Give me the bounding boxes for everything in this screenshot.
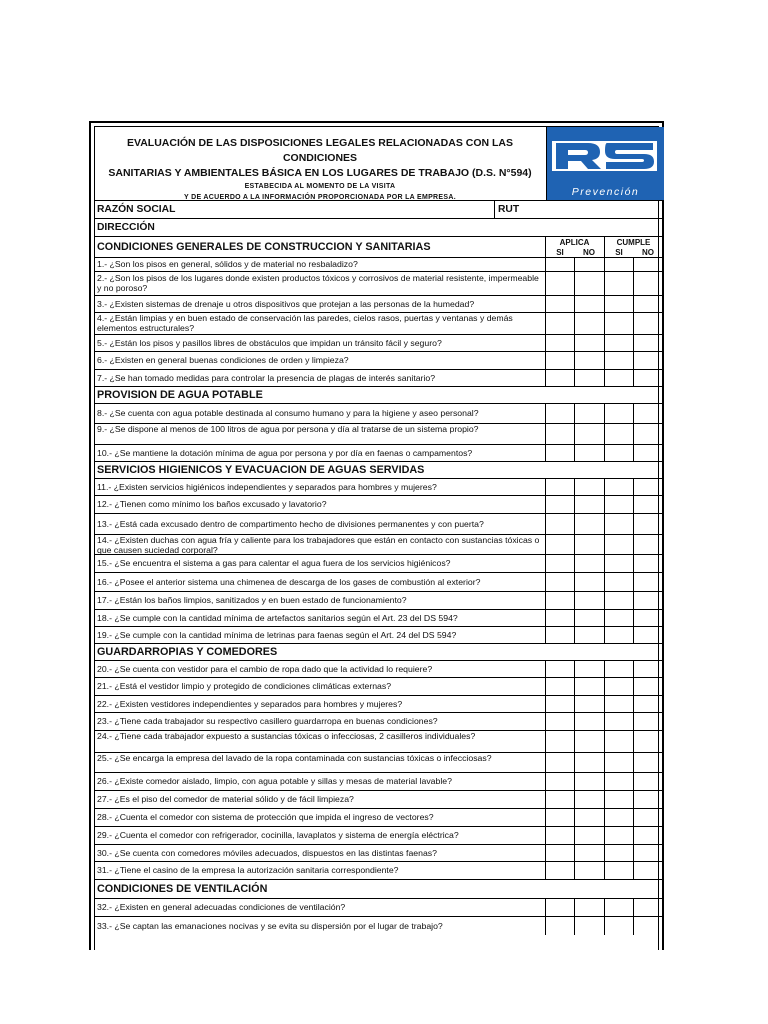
section-header-row bbox=[95, 236, 663, 257]
aplica-no-checkbox[interactable] bbox=[574, 713, 605, 730]
cumple-si-checkbox[interactable] bbox=[604, 731, 634, 752]
question-row bbox=[95, 312, 663, 334]
cumple-no-checkbox[interactable] bbox=[633, 272, 664, 295]
question-row bbox=[95, 626, 663, 643]
question-row bbox=[95, 513, 663, 534]
cumple-si-checkbox[interactable] bbox=[604, 592, 634, 609]
cumple-si-checkbox[interactable] bbox=[604, 713, 634, 730]
question-row bbox=[95, 478, 663, 495]
no-header: NO bbox=[642, 248, 654, 257]
aplica-no-checkbox[interactable] bbox=[574, 753, 605, 772]
question-text: 18.- ¿Se cumple con la cantidad mínima de artefactos sanitarios según el Art. 23 del DS 594? bbox=[97, 613, 458, 623]
aplica-si-checkbox[interactable] bbox=[545, 678, 575, 695]
question-row bbox=[95, 609, 663, 626]
aplica-no-checkbox[interactable] bbox=[574, 678, 605, 695]
subtitle-2: Y DE ACUERDO A LA INFORMACIÓN PROPORCIONADA POR LA EMPRESA. bbox=[184, 194, 456, 201]
aplica-si-checkbox[interactable] bbox=[545, 627, 575, 643]
aplica-si-checkbox[interactable] bbox=[545, 791, 575, 808]
question-row bbox=[95, 554, 663, 572]
cumple-si-checkbox[interactable] bbox=[604, 573, 634, 591]
cumple-si-checkbox[interactable] bbox=[604, 917, 634, 935]
question-text: 16.- ¿Posee el anterior sistema una chimenea de descarga de los gases de combustión al exterior? bbox=[97, 577, 481, 587]
question-text: 12.- ¿Tienen como mínimo los baños excusado y lavatorio? bbox=[97, 499, 327, 509]
section-title: CONDICIONES GENERALES DE CONSTRUCCION Y SANITARIAS bbox=[97, 241, 431, 253]
question-text: 3.- ¿Existen sistemas de drenaje u otros dispositivos que protejan a las personas de la humedad? bbox=[97, 299, 475, 309]
aplica-no-checkbox[interactable] bbox=[574, 845, 605, 861]
aplica-no-checkbox[interactable] bbox=[574, 899, 605, 916]
rs-logo-letters bbox=[552, 141, 657, 171]
aplica-no-checkbox[interactable] bbox=[574, 627, 605, 643]
cumple-no-checkbox[interactable] bbox=[633, 917, 664, 935]
cumple-no-checkbox[interactable] bbox=[633, 731, 664, 752]
title-line-1: EVALUACIÓN DE LAS DISPOSICIONES LEGALES RELACIONADAS CON LAS CONDICIONES bbox=[126, 137, 513, 164]
cumple-no-checkbox[interactable] bbox=[633, 610, 664, 626]
cumple-si-checkbox[interactable] bbox=[604, 404, 634, 423]
aplica-no-checkbox[interactable] bbox=[574, 809, 605, 826]
title-line-2: SANITARIAS Y AMBIENTALES BÁSICA EN LOS LUGARES DE TRABAJO (D.S. N°594) bbox=[108, 167, 532, 179]
question-row bbox=[95, 844, 663, 861]
question-text: 28.- ¿Cuenta el comedor con sistema de protección que impida el ingreso de vectores? bbox=[97, 812, 434, 822]
aplica-si-checkbox[interactable] bbox=[545, 753, 575, 772]
aplica-no-checkbox[interactable] bbox=[574, 296, 605, 312]
cumple-si-checkbox[interactable] bbox=[604, 678, 634, 695]
cumple-no-checkbox[interactable] bbox=[633, 713, 664, 730]
cumple-no-checkbox[interactable] bbox=[633, 627, 664, 643]
aplica-si-checkbox[interactable] bbox=[545, 424, 575, 444]
question-text: 5.- ¿Están los pisos y pasillos libres de obstáculos que impidan un tránsito fácil y seguro? bbox=[97, 338, 442, 348]
aplica-no-checkbox[interactable] bbox=[574, 731, 605, 752]
cumple-no-checkbox[interactable] bbox=[633, 335, 664, 351]
aplica-no-checkbox[interactable] bbox=[574, 445, 605, 461]
aplica-no-checkbox[interactable] bbox=[574, 496, 605, 513]
aplica-no-checkbox[interactable] bbox=[574, 514, 605, 534]
question-row bbox=[95, 495, 663, 513]
aplica-si-checkbox[interactable] bbox=[545, 535, 575, 554]
cumple-si-checkbox[interactable] bbox=[604, 352, 634, 369]
cumple-si-checkbox[interactable] bbox=[604, 696, 634, 712]
question-row bbox=[95, 423, 663, 444]
aplica-si-checkbox[interactable] bbox=[545, 404, 575, 423]
question-row bbox=[95, 591, 663, 609]
razon-social-row bbox=[95, 200, 663, 218]
aplica-no-checkbox[interactable] bbox=[574, 696, 605, 712]
question-row bbox=[95, 572, 663, 591]
cumple-no-checkbox[interactable] bbox=[633, 592, 664, 609]
question-row bbox=[95, 752, 663, 772]
question-text: 8.- ¿Se cuenta con agua potable destinada al consumo humano y para la higiene y aseo personal? bbox=[97, 408, 479, 418]
question-row bbox=[95, 826, 663, 844]
question-text: 32.- ¿Existen en general adecuadas condiciones de ventilación? bbox=[97, 902, 346, 912]
question-row bbox=[95, 369, 663, 386]
direccion-field[interactable] bbox=[185, 219, 660, 237]
question-text: 29.- ¿Cuenta el comedor con refrigerador, cocinilla, lavaplatos y sistema de energía eléctrica? bbox=[97, 830, 459, 840]
aplica-si-checkbox[interactable] bbox=[545, 809, 575, 826]
aplica-si-checkbox[interactable] bbox=[545, 696, 575, 712]
cumple-no-checkbox[interactable] bbox=[633, 445, 664, 461]
cumple-si-checkbox[interactable] bbox=[604, 335, 634, 351]
aplica-si-checkbox[interactable] bbox=[545, 661, 575, 677]
aplica-no-checkbox[interactable] bbox=[574, 610, 605, 626]
question-text: 22.- ¿Existen vestidores independientes y separados para hombres y mujeres? bbox=[97, 699, 403, 709]
aplica-header: APLICA bbox=[559, 238, 590, 247]
cumple-si-checkbox[interactable] bbox=[604, 313, 634, 334]
rs-prevencion-logo bbox=[546, 127, 664, 200]
aplica-no-checkbox[interactable] bbox=[574, 592, 605, 609]
aplica-no-checkbox[interactable] bbox=[574, 335, 605, 351]
cumple-no-checkbox[interactable] bbox=[633, 352, 664, 369]
cumple-no-checkbox[interactable] bbox=[633, 404, 664, 423]
question-text: 30.- ¿Se cuenta con comedores móviles adecuados, dispuestos en las distintas faenas? bbox=[97, 848, 437, 858]
question-row bbox=[95, 257, 663, 271]
cumple-si-checkbox[interactable] bbox=[604, 445, 634, 461]
aplica-no-checkbox[interactable] bbox=[574, 404, 605, 423]
question-row bbox=[95, 772, 663, 790]
aplica-si-checkbox[interactable] bbox=[545, 445, 575, 461]
question-row bbox=[95, 660, 663, 677]
cumple-no-checkbox[interactable] bbox=[633, 555, 664, 572]
cumple-si-checkbox[interactable] bbox=[604, 610, 634, 626]
question-text: 19.- ¿Se cumple con la cantidad mínima de letrinas para faenas según el Art. 24 del DS 594? bbox=[97, 630, 457, 640]
aplica-si-checkbox[interactable] bbox=[545, 496, 575, 513]
question-text: 17.- ¿Están los baños limpios, sanitizados y en buen estado de funcionamiento? bbox=[97, 595, 407, 605]
question-row bbox=[95, 790, 663, 808]
aplica-si-checkbox[interactable] bbox=[545, 352, 575, 369]
cumple-si-checkbox[interactable] bbox=[604, 258, 634, 271]
aplica-si-checkbox[interactable] bbox=[545, 313, 575, 334]
cumple-si-checkbox[interactable] bbox=[604, 827, 634, 844]
cumple-no-checkbox[interactable] bbox=[633, 258, 664, 271]
cumple-no-checkbox[interactable] bbox=[633, 370, 664, 386]
question-text: 23.- ¿Tiene cada trabajador su respectivo casillero guardarropa en buenas condiciones? bbox=[97, 716, 438, 726]
form-title bbox=[95, 136, 545, 181]
aplica-no-checkbox[interactable] bbox=[574, 773, 605, 790]
form-inner-frame bbox=[94, 126, 659, 950]
cumple-no-checkbox[interactable] bbox=[633, 573, 664, 591]
question-row bbox=[95, 808, 663, 826]
no-header: NO bbox=[583, 248, 595, 257]
question-text: 26.- ¿Existe comedor aislado, limpio, con agua potable y sillas y mesas de material lavable? bbox=[97, 776, 452, 786]
si-header: SI bbox=[615, 248, 623, 257]
aplica-si-checkbox[interactable] bbox=[545, 514, 575, 534]
aplica-si-checkbox[interactable] bbox=[545, 610, 575, 626]
aplica-no-checkbox[interactable] bbox=[574, 370, 605, 386]
question-row bbox=[95, 730, 663, 752]
cumple-no-checkbox[interactable] bbox=[633, 479, 664, 495]
question-text: 31.- ¿Tiene el casino de la empresa la autorización sanitaria correspondiente? bbox=[97, 865, 399, 875]
question-row bbox=[95, 295, 663, 312]
cumple-no-checkbox[interactable] bbox=[633, 424, 664, 444]
cumple-si-checkbox[interactable] bbox=[604, 627, 634, 643]
cumple-header: CUMPLE bbox=[616, 238, 651, 247]
cumple-no-checkbox[interactable] bbox=[633, 313, 664, 334]
aplica-si-checkbox[interactable] bbox=[545, 862, 575, 879]
cumple-no-checkbox[interactable] bbox=[633, 899, 664, 916]
question-text: 15.- ¿Se encuentra el sistema a gas para calentar el agua fuera de los servicios higiénicos? bbox=[97, 558, 451, 568]
question-text: 14.- ¿Existen duchas con agua fría y caliente para los trabajadores que están en contacto con sustancias tóxicas o que causen suciedad corporal? bbox=[97, 535, 540, 555]
cumple-no-checkbox[interactable] bbox=[633, 661, 664, 677]
section-title: GUARDARROPIAS Y COMEDORES bbox=[97, 646, 278, 658]
direccion-label: DIRECCIÓN bbox=[97, 222, 155, 233]
subtitle-1: ESTABECIDA AL MOMENTO DE LA VISITA bbox=[244, 183, 396, 190]
cumple-si-checkbox[interactable] bbox=[604, 424, 634, 444]
logo-prevencion-text: Prevención bbox=[571, 186, 640, 198]
question-text: 20.- ¿Se cuenta con vestidor para el cambio de ropa dado que la actividad lo requiere? bbox=[97, 664, 433, 674]
question-text: 1.- ¿Son los pisos en general, sólidos y de material no resbaladizo? bbox=[97, 259, 358, 269]
cumple-si-checkbox[interactable] bbox=[604, 773, 634, 790]
cumple-no-checkbox[interactable] bbox=[633, 753, 664, 772]
cumple-no-checkbox[interactable] bbox=[633, 773, 664, 790]
cumple-si-checkbox[interactable] bbox=[604, 862, 634, 879]
cumple-si-checkbox[interactable] bbox=[604, 272, 634, 295]
question-text: 7.- ¿Se han tomado medidas para controlar la presencia de plagas de interés sanitario? bbox=[97, 373, 436, 383]
aplica-si-checkbox[interactable] bbox=[545, 335, 575, 351]
aplica-si-checkbox[interactable] bbox=[545, 573, 575, 591]
cumple-si-checkbox[interactable] bbox=[604, 479, 634, 495]
aplica-no-checkbox[interactable] bbox=[574, 272, 605, 295]
aplica-no-checkbox[interactable] bbox=[574, 424, 605, 444]
cumple-si-checkbox[interactable] bbox=[604, 496, 634, 513]
cumple-si-checkbox[interactable] bbox=[604, 791, 634, 808]
question-row bbox=[95, 271, 663, 295]
question-text: 4.- ¿Están limpias y en buen estado de conservación las paredes, cielos rasos, puertas y ventanas y demás elementos estructurales? bbox=[97, 313, 513, 333]
cumple-si-checkbox[interactable] bbox=[604, 845, 634, 861]
cumple-si-checkbox[interactable] bbox=[604, 514, 634, 534]
aplica-no-checkbox[interactable] bbox=[574, 479, 605, 495]
aplica-si-checkbox[interactable] bbox=[545, 899, 575, 916]
question-text: 2.- ¿Son los pisos de los lugares donde existen productos tóxicos y corrosivos de material resistente, impermeable y no poroso? bbox=[97, 273, 539, 293]
aplica-no-checkbox[interactable] bbox=[574, 661, 605, 677]
aplica-si-checkbox[interactable] bbox=[545, 370, 575, 386]
section-header-row bbox=[95, 461, 663, 478]
si-header: SI bbox=[556, 248, 564, 257]
section-header-row bbox=[95, 643, 663, 660]
cumple-si-checkbox[interactable] bbox=[604, 809, 634, 826]
aplica-si-checkbox[interactable] bbox=[545, 713, 575, 730]
question-text: 24.- ¿Tiene cada trabajador expuesto a sustancias tóxicas o infecciosas, 2 casilleros individuales? bbox=[97, 731, 476, 741]
rut-field[interactable] bbox=[525, 201, 660, 219]
question-row bbox=[95, 403, 663, 423]
aplica-no-checkbox[interactable] bbox=[574, 313, 605, 334]
aplica-si-checkbox[interactable] bbox=[545, 479, 575, 495]
question-row bbox=[95, 444, 663, 461]
cumple-no-checkbox[interactable] bbox=[633, 862, 664, 879]
question-row bbox=[95, 677, 663, 695]
cumple-si-checkbox[interactable] bbox=[604, 296, 634, 312]
question-text: 25.- ¿Se encarga la empresa del lavado de la ropa contaminada con sustancias tóxicas o infecciosas? bbox=[97, 753, 492, 763]
aplica-no-checkbox[interactable] bbox=[574, 535, 605, 554]
question-row bbox=[95, 351, 663, 369]
question-text: 11.- ¿Existen servicios higiénicos independientes y separados para hombres y mujeres? bbox=[97, 482, 437, 492]
section-title: PROVISION DE AGUA POTABLE bbox=[97, 389, 263, 401]
cumple-si-checkbox[interactable] bbox=[604, 661, 634, 677]
aplica-si-checkbox[interactable] bbox=[545, 592, 575, 609]
question-text: 9.- ¿Se dispone al menos de 100 litros de agua por persona y día al tratarse de un sistema propio? bbox=[97, 424, 479, 434]
cumple-si-checkbox[interactable] bbox=[604, 753, 634, 772]
aplica-si-checkbox[interactable] bbox=[545, 917, 575, 935]
section-title: CONDICIONES DE VENTILACIÓN bbox=[97, 883, 268, 895]
question-text: 10.- ¿Se mantiene la dotación mínima de agua por persona y por día en faenas o campamentos? bbox=[97, 448, 473, 458]
question-row bbox=[95, 695, 663, 712]
aplica-si-checkbox[interactable] bbox=[545, 827, 575, 844]
question-row bbox=[95, 534, 663, 554]
question-text: 27.- ¿Es el piso del comedor de material sólido y de fácil limpieza? bbox=[97, 794, 354, 804]
cumple-si-checkbox[interactable] bbox=[604, 370, 634, 386]
section-title: SERVICIOS HIGIENICOS Y EVACUACION DE AGUAS SERVIDAS bbox=[97, 464, 425, 476]
question-text: 33.- ¿Se captan las emanaciones nocivas y se evita su dispersión por el lugar de trabajo? bbox=[97, 921, 443, 931]
aplica-no-checkbox[interactable] bbox=[574, 862, 605, 879]
question-row bbox=[95, 861, 663, 879]
aplica-si-checkbox[interactable] bbox=[545, 258, 575, 271]
question-text: 21.- ¿Está el vestidor limpio y protegido de condiciones climáticas externas? bbox=[97, 681, 392, 691]
form-sheet bbox=[89, 121, 664, 950]
cumple-no-checkbox[interactable] bbox=[633, 678, 664, 695]
cumple-si-checkbox[interactable] bbox=[604, 899, 634, 916]
question-row bbox=[95, 712, 663, 730]
aplica-no-checkbox[interactable] bbox=[574, 352, 605, 369]
question-text: 13.- ¿Está cada excusado dentro de compartimento hecho de divisiones permanentes y con puerta? bbox=[97, 519, 484, 529]
razon-social-label: RAZÓN SOCIAL bbox=[97, 204, 176, 215]
aplica-si-checkbox[interactable] bbox=[545, 731, 575, 752]
cumple-si-checkbox[interactable] bbox=[604, 555, 634, 572]
direccion-row bbox=[95, 218, 663, 236]
aplica-no-checkbox[interactable] bbox=[574, 791, 605, 808]
cumple-no-checkbox[interactable] bbox=[633, 535, 664, 554]
form-header bbox=[95, 127, 545, 200]
aplica-si-checkbox[interactable] bbox=[545, 773, 575, 790]
aplica-si-checkbox[interactable] bbox=[545, 555, 575, 572]
cumple-no-checkbox[interactable] bbox=[633, 827, 664, 844]
razon-social-field[interactable] bbox=[185, 201, 490, 219]
aplica-no-checkbox[interactable] bbox=[574, 555, 605, 572]
aplica-no-checkbox[interactable] bbox=[574, 827, 605, 844]
section-header-row bbox=[95, 879, 663, 898]
aplica-si-checkbox[interactable] bbox=[545, 845, 575, 861]
question-row bbox=[95, 916, 663, 935]
cumple-si-checkbox[interactable] bbox=[604, 535, 634, 554]
question-row bbox=[95, 334, 663, 351]
aplica-si-checkbox[interactable] bbox=[545, 272, 575, 295]
question-row bbox=[95, 898, 663, 916]
cumple-no-checkbox[interactable] bbox=[633, 791, 664, 808]
aplica-no-checkbox[interactable] bbox=[574, 573, 605, 591]
aplica-no-checkbox[interactable] bbox=[574, 258, 605, 271]
cumple-no-checkbox[interactable] bbox=[633, 514, 664, 534]
aplica-no-checkbox[interactable] bbox=[574, 917, 605, 935]
cumple-no-checkbox[interactable] bbox=[633, 496, 664, 513]
cumple-no-checkbox[interactable] bbox=[633, 845, 664, 861]
cumple-no-checkbox[interactable] bbox=[633, 296, 664, 312]
question-text: 6.- ¿Existen en general buenas condiciones de orden y limpieza? bbox=[97, 355, 349, 365]
aplica-si-checkbox[interactable] bbox=[545, 296, 575, 312]
cumple-no-checkbox[interactable] bbox=[633, 809, 664, 826]
rut-divider bbox=[494, 201, 495, 218]
rut-label: RUT bbox=[498, 204, 520, 215]
cumple-no-checkbox[interactable] bbox=[633, 696, 664, 712]
section-header-row bbox=[95, 386, 663, 403]
